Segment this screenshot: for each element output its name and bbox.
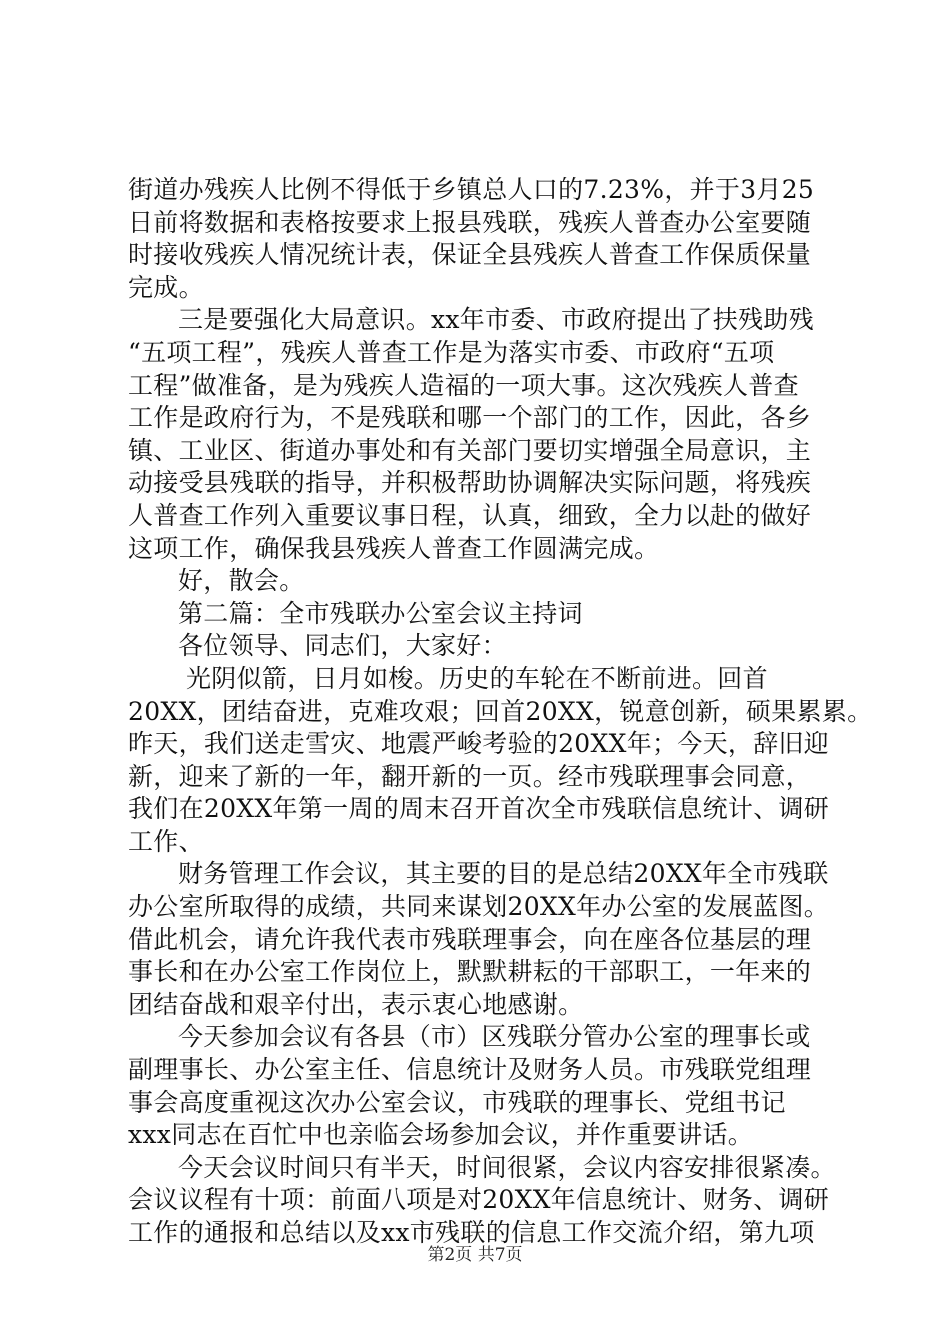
text-line: 借此机会，请允许我代表市残联理事会，向在座各位基层的理 bbox=[128, 924, 812, 954]
text-line: 时接收残疾人情况统计表，保证全县残疾人普查工作保质保量 bbox=[128, 240, 812, 270]
text-line: 事长和在办公室工作岗位上，默默耕耘的干部职工，一年来的 bbox=[128, 957, 812, 987]
paragraph-start-line: 光阴似箭，日月如梭。历史的车轮在不断前进。回首 bbox=[186, 663, 768, 693]
paragraph-start-line: 今天会议时间只有半天，时间很紧，会议内容安排很紧凑。 bbox=[178, 1152, 836, 1182]
text-line: 人普查工作列入重要议事日程，认真，细致，全力以赴的做好 bbox=[128, 500, 812, 530]
text-line: 团结奋战和艰辛付出，表示衷心地感谢。 bbox=[128, 989, 584, 1019]
text-line: 20XX，团结奋进，克难攻艰；回首20XX，锐意创新，硕果累累。 bbox=[128, 696, 873, 726]
text-line: 日前将数据和表格按要求上报县残联，残疾人普查办公室要随 bbox=[128, 207, 812, 237]
text-line: 昨天，我们送走雪灾、地震严峻考验的20XX年；今天，辞旧迎 bbox=[128, 729, 830, 759]
text-line: 工作、 bbox=[128, 826, 204, 856]
text-line: xxx同志在百忙中也亲临会场参加会议，并作重要讲话。 bbox=[128, 1120, 754, 1150]
paragraph-start-line: 今天参加会议有各县（市）区残联分管办公室的理事长或 bbox=[178, 1022, 811, 1052]
text-line: “五项工程”，残疾人普查工作是为落实市委、市政府“五项 bbox=[128, 337, 775, 367]
text-line: 我们在20XX年第一周的周末召开首次全市残联信息统计、调研 bbox=[128, 794, 830, 824]
text-line: 工作是政府行为，不是残联和哪一个部门的工作，因此，各乡 bbox=[128, 403, 812, 433]
text-line: 完成。 bbox=[128, 272, 204, 302]
text-line: 副理事长、办公室主任、信息统计及财务人员。市残联党组理 bbox=[128, 1055, 812, 1085]
page-number-footer: 第2页 共7页 bbox=[427, 1245, 523, 1265]
text-line: 街道办残疾人比例不得低于乡镇总人口的7.23%，并于3月25 bbox=[128, 175, 815, 204]
salutation-line: 各位领导、同志们，大家好： bbox=[178, 631, 507, 661]
section-heading: 第二篇：全市残联办公室会议主持词 bbox=[178, 598, 583, 628]
paragraph-start-line: 好，散会。 bbox=[178, 566, 305, 596]
text-line: 事会高度重视这次办公室会议，市残联的理事长、党组书记 bbox=[128, 1087, 786, 1117]
text-line: 新，迎来了新的一年，翻开新的一页。经市残联理事会同意， bbox=[128, 761, 812, 791]
text-line: 这项工作，确保我县残疾人普查工作圆满完成。 bbox=[128, 533, 660, 563]
paragraph-start-line: 三是要强化大局意识。xx年市委、市政府提出了扶残助残 bbox=[178, 305, 815, 335]
text-line: 工作的通报和总结以及xx市残联的信息工作交流介绍，第九项 bbox=[128, 1218, 815, 1247]
document-body bbox=[128, 174, 873, 1250]
text-line: 动接受县残联的指导，并积极帮助协调解决实际问题，将残疾 bbox=[128, 468, 812, 498]
text-line: 会议议程有十项：前面八项是对20XX年信息统计、财务、调研 bbox=[128, 1185, 830, 1215]
text-line: 工程”做准备，是为残疾人造福的一项大事。这次残疾人普查 bbox=[128, 370, 799, 400]
text-line: 办公室所取得的成绩，共同来谋划20XX年办公室的发展蓝图。 bbox=[128, 892, 830, 922]
paragraph-start-line: 财务管理工作会议，其主要的目的是总结20XX年全市残联 bbox=[178, 859, 829, 889]
text-line: 镇、工业区、街道办事处和有关部门要切实增强全局意识，主 bbox=[128, 435, 812, 465]
